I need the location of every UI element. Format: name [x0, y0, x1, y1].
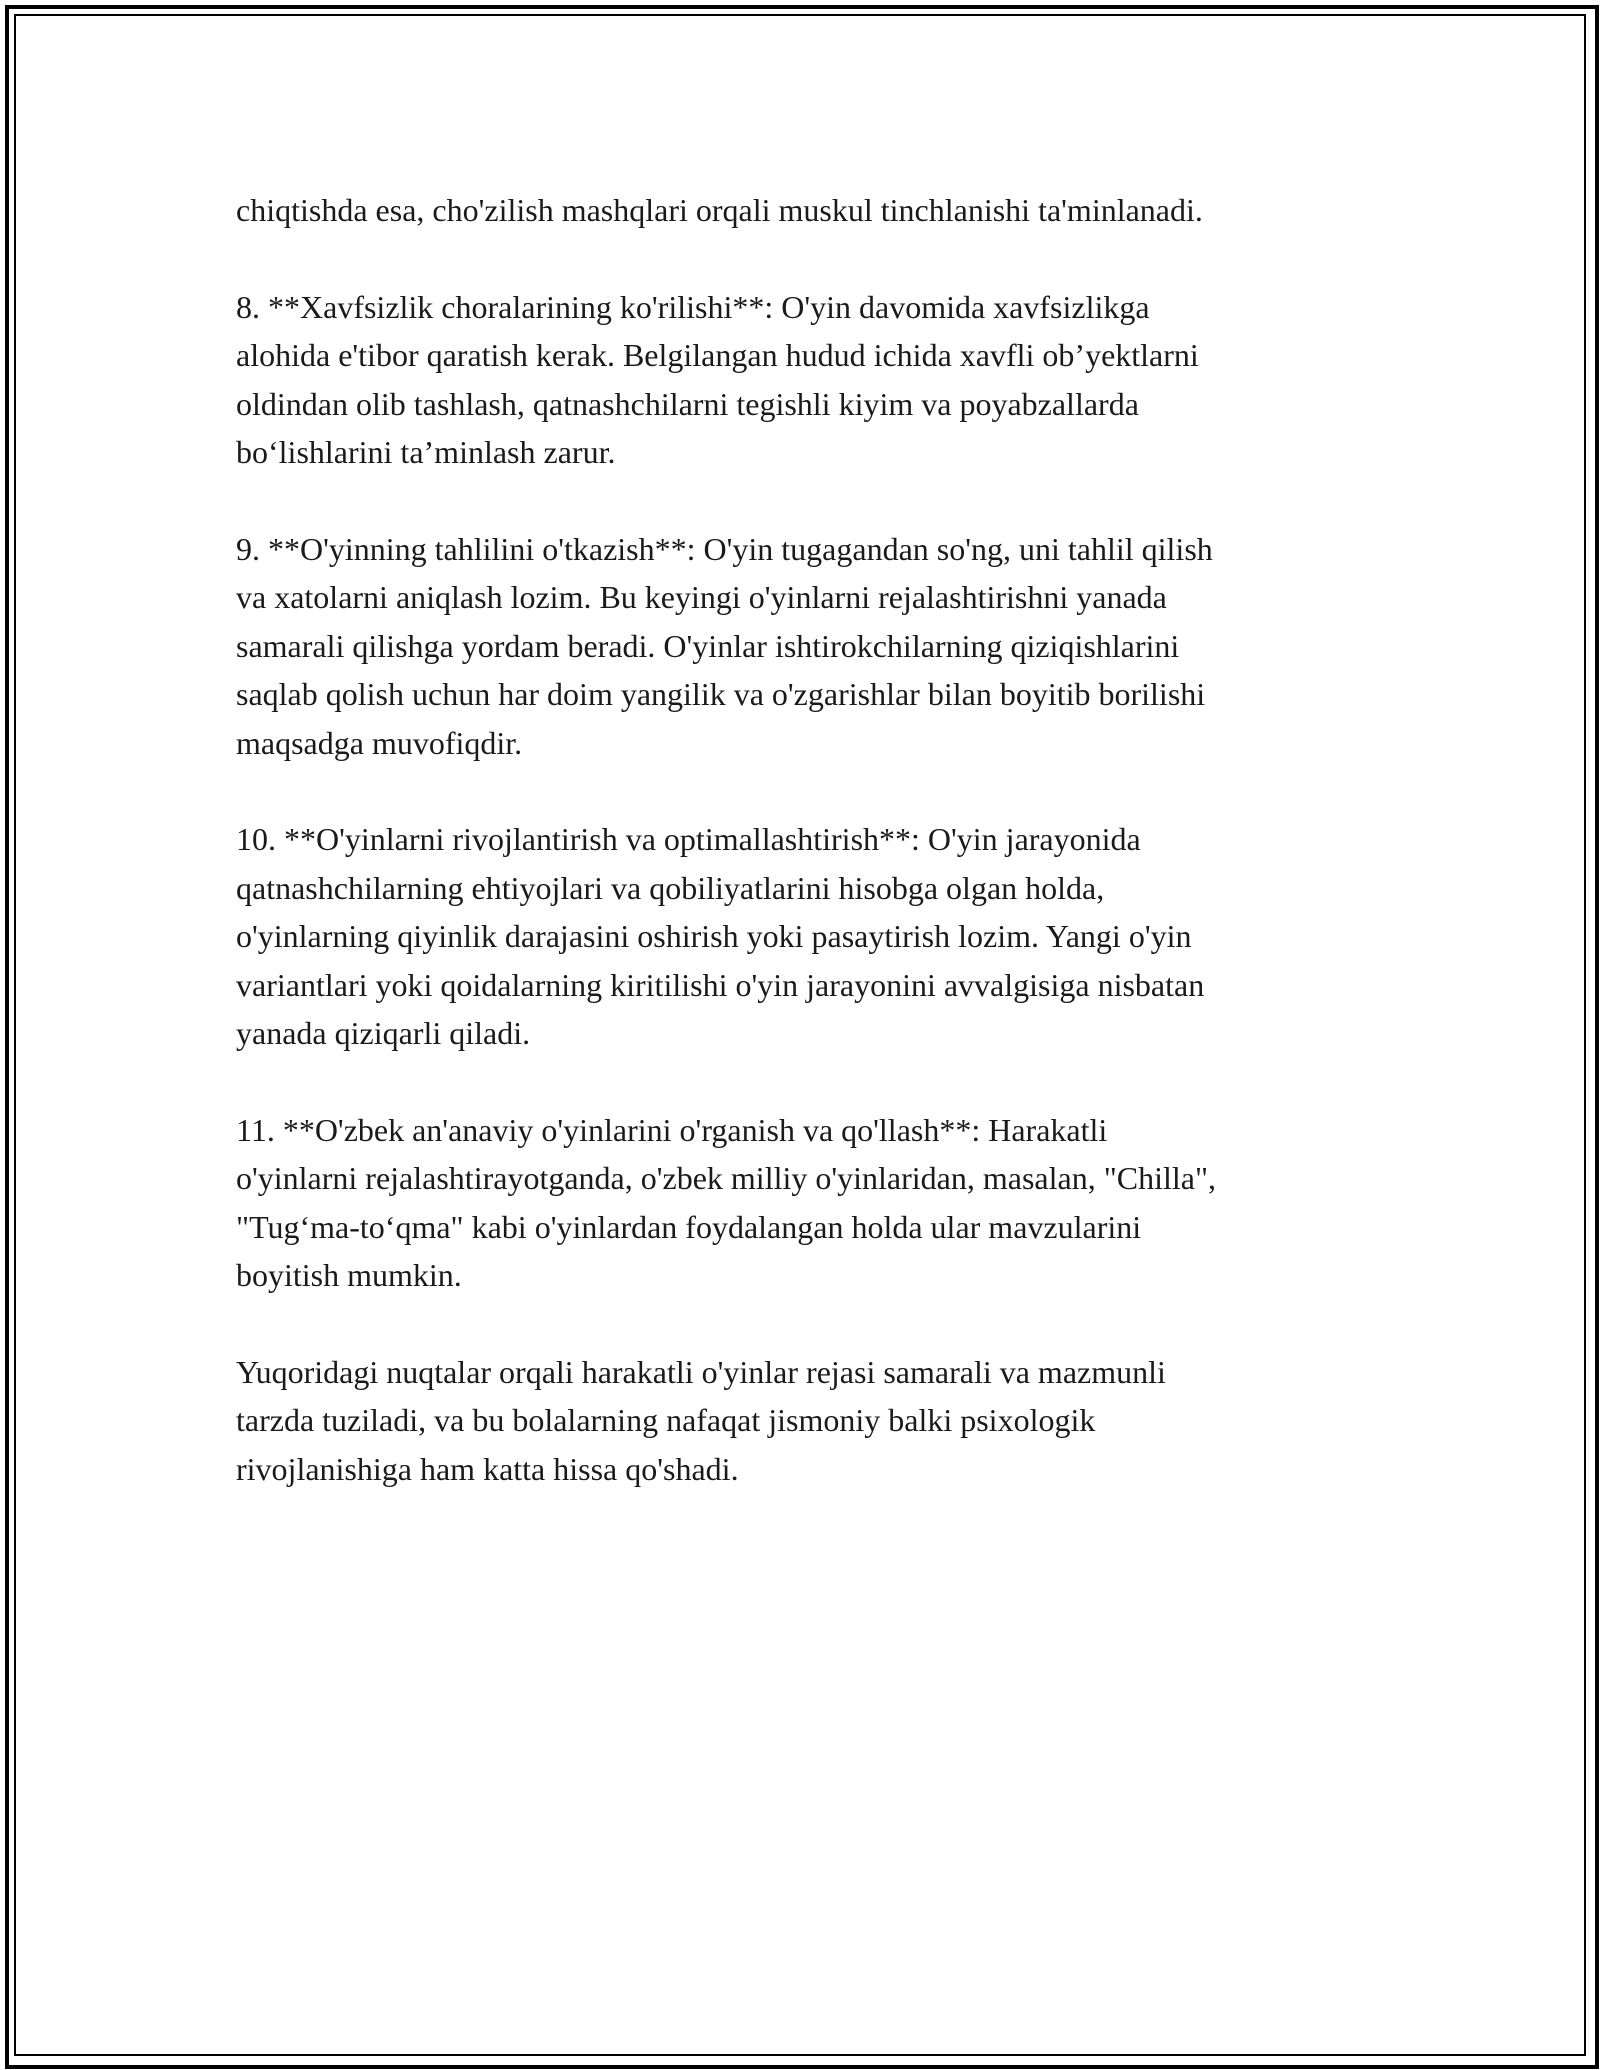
paragraph-item-8-safety: 8. **Xavfsizlik choralarining ko'rilishi**: O'yin davomida xavfsizlikga alohida e'tibor qaratish kerak. Belgilangan hudud ichida xavfli ob’yektlarni oldindan olib tashlash, qatnashchilarni tegishli kiyim va poyabzallarda bo‘lishlarini ta’minlash zarur.	[236, 288, 1199, 470]
paragraph-continuation: chiqtishda esa, cho'zilish mashqlari orqali muskul tinchlanishi ta'minlanadi.	[236, 192, 1203, 228]
paragraph-conclusion: Yuqoridagi nuqtalar orqali harakatli o'yinlar rejasi samarali va mazmunli tarzda tuziladi, va bu bolalarning nafaqat jismoniy balki psixologik rivojlanishiga ham katta hissa qo'shadi.	[236, 1353, 1166, 1487]
paragraph-item-9-analysis: 9. **O'yinning tahlilini o'tkazish**: O'yin tugagandan so'ng, uni tahlil qilish va xatolarni aniqlash lozim. Bu keyingi o'yinlarni rejalashtirishni yanada samarali qilishga yordam beradi. O'yinlar ishtirokchilarning qiziqishlarini saqlab qolish uchun har doim yangilik va o'zgarishlar bilan boyitib borilishi maqsadga muvofiqdir.	[236, 530, 1213, 761]
paragraph-item-10-optimization: 10. **O'yinlarni rivojlantirish va optimallashtirish**: O'yin jarayonida qatnashchilarning ehtiyojlari va qobiliyatlarini hisobga olgan holda, o'yinlarning qiyinlik darajasini oshirish yoki pasaytirish lozim. Yangi o'yin variantlari yoki qoidalarning kiritilishi o'yin jarayonini avvalgisiga nisbatan yanada qiziqarli qiladi.	[236, 821, 1205, 1051]
document-body	[236, 186, 1366, 1541]
paragraph-item-11-traditional-games: 11. **O'zbek an'anaviy o'yinlarini o'rganish va qo'llash**: Harakatli o'yinlarni rejalashtirayotganda, o'zbek milliy o'yinlaridan, masalan, "Chilla", "Tug‘ma-to‘qma" kabi o'yinlardan foydalangan holda ular mavzularini boyitish mumkin.	[236, 1111, 1217, 1293]
